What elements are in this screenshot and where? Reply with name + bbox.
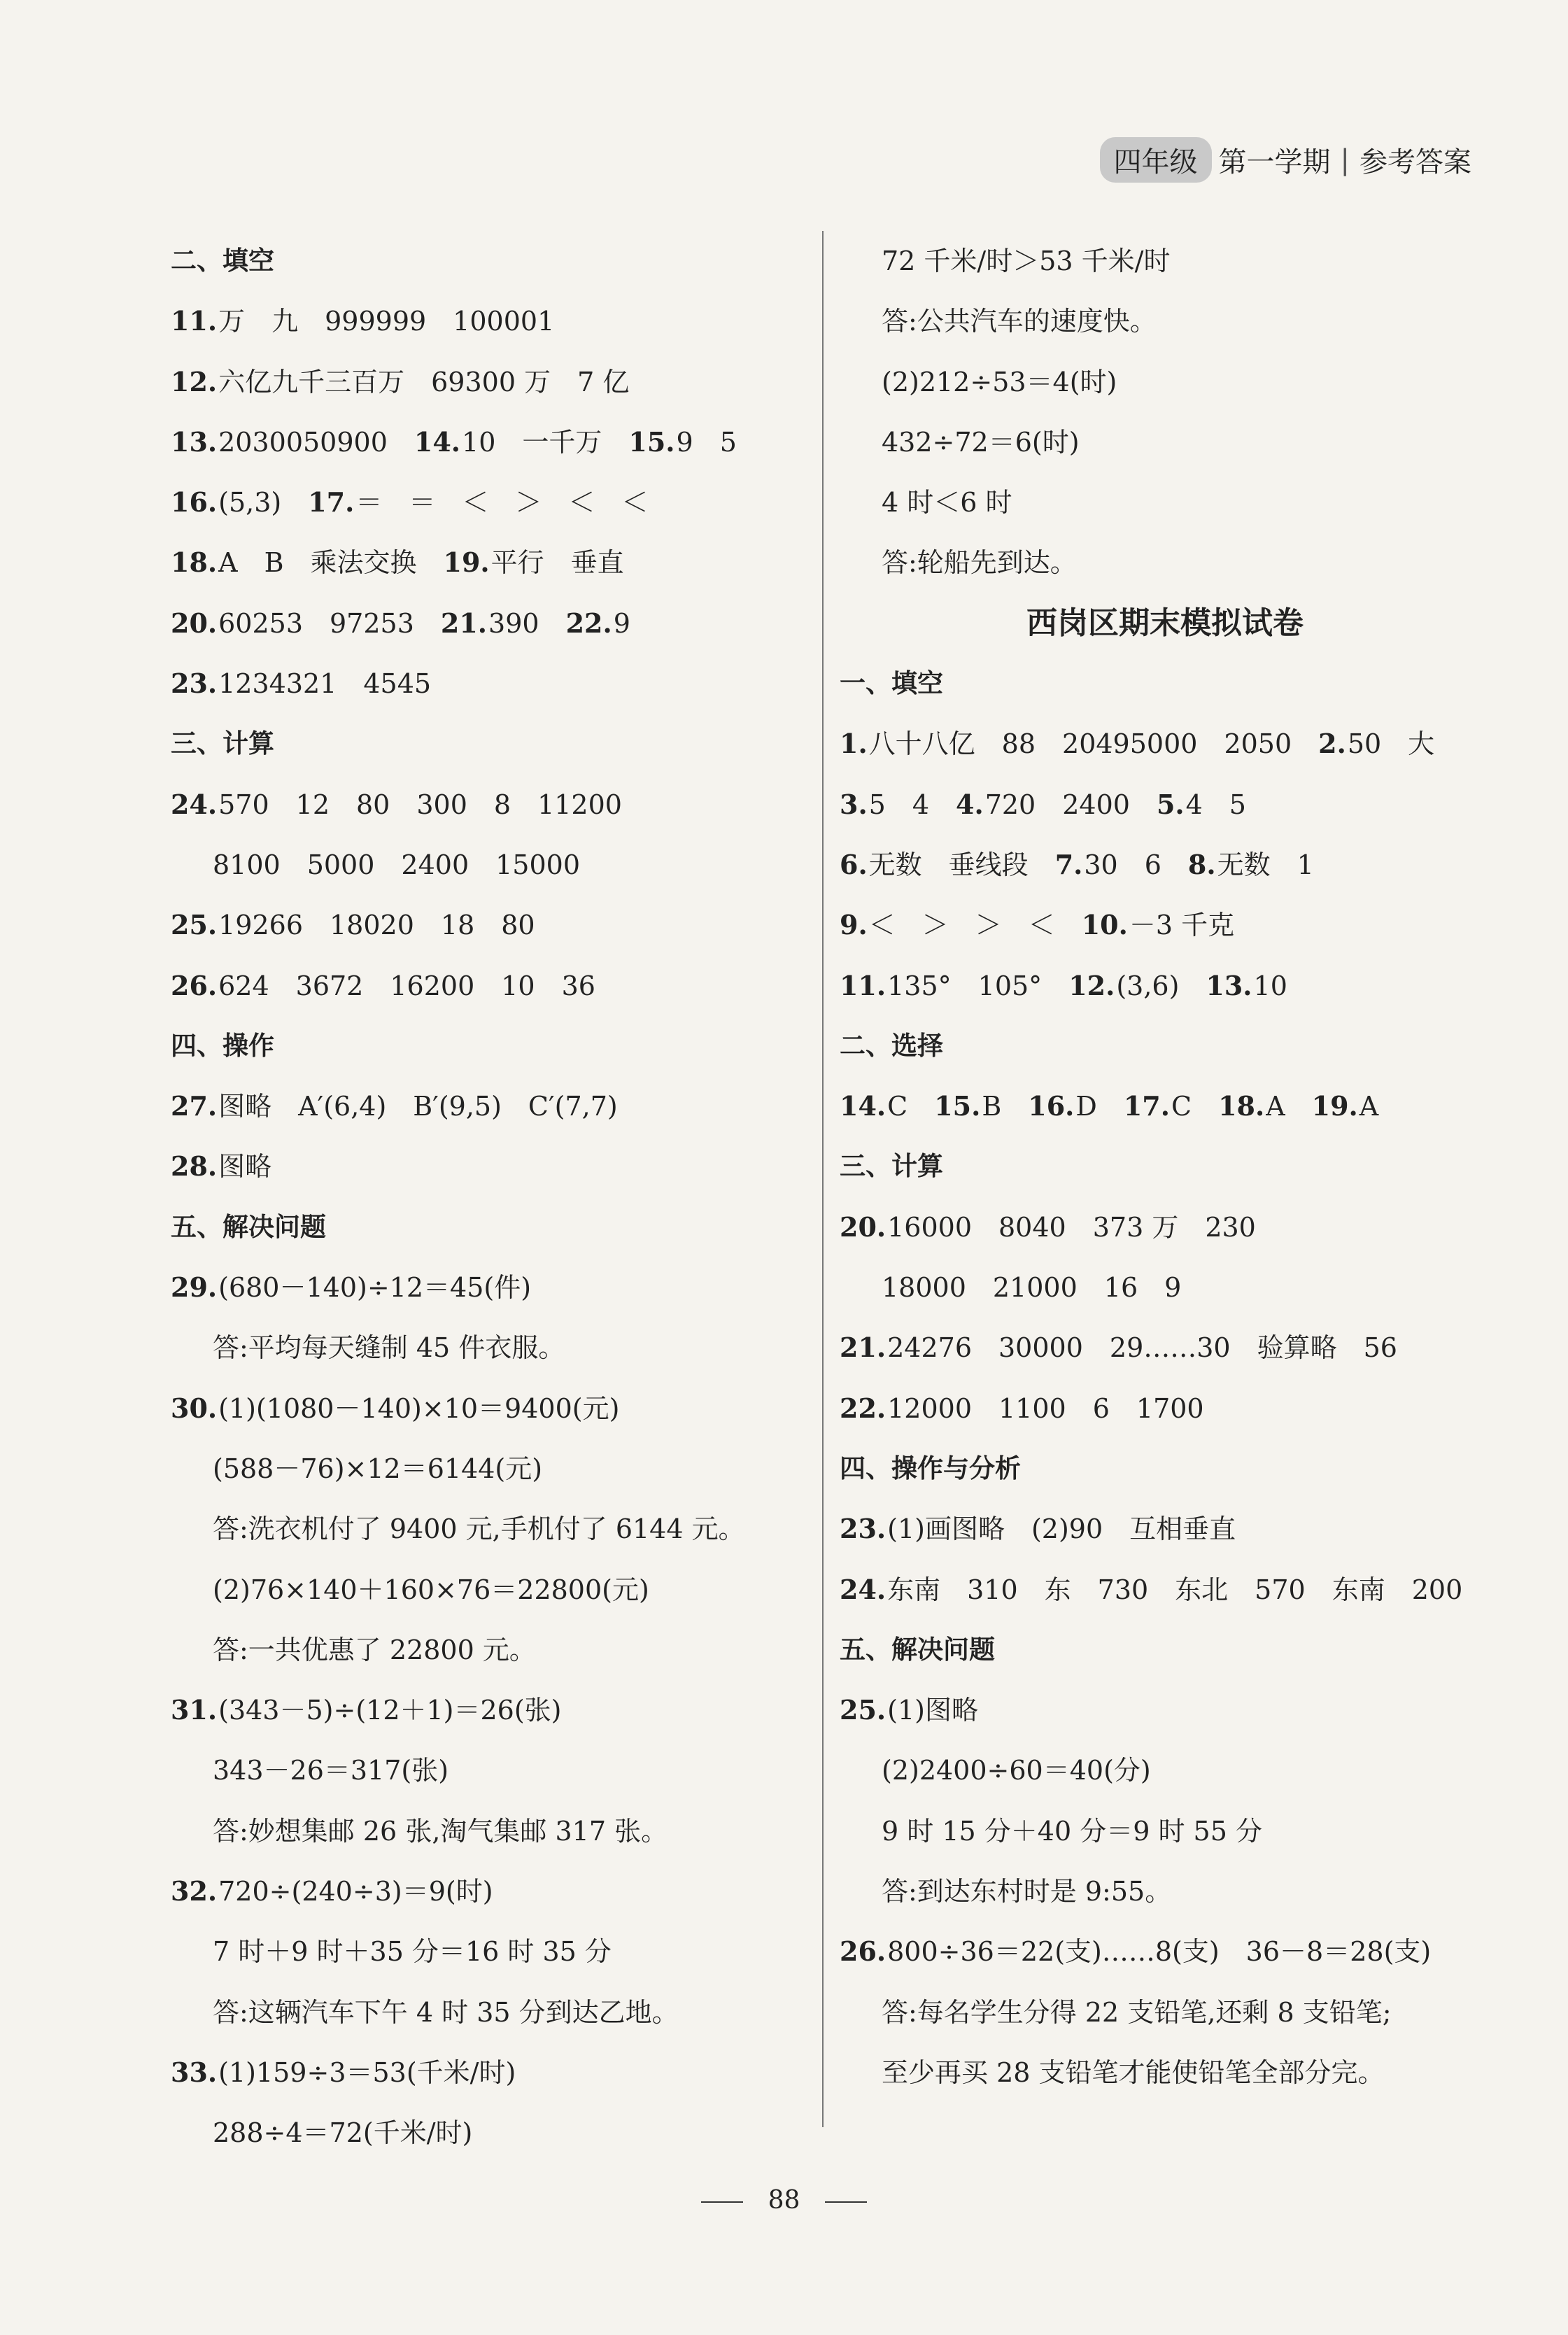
- question-number: 24.: [171, 788, 218, 820]
- question-number: 2.: [1318, 728, 1346, 760]
- answer-line: [171, 654, 800, 714]
- answer-line: [171, 1076, 800, 1136]
- page-number: 88: [768, 2186, 800, 2215]
- question-number: 21.: [440, 607, 488, 639]
- answer-line: [840, 1921, 1469, 1982]
- question-number: 1.: [840, 728, 868, 760]
- question-number: 26.: [171, 969, 218, 1001]
- answer-text: 9 时 15 分＋40 分＝9 时 55 分: [882, 1815, 1262, 1847]
- answer-text: A B 乘法交换: [218, 547, 444, 579]
- question-number: 31.: [171, 1694, 218, 1726]
- question-number: 17.: [1123, 1090, 1170, 1122]
- question-number: 27.: [171, 1090, 218, 1122]
- answer-text: 八十八亿 88 20495000 2050: [868, 728, 1319, 760]
- answer-line: [840, 956, 1469, 1016]
- question-number: 15.: [628, 425, 675, 458]
- answer-text: (2)212÷53＝4(时): [882, 366, 1117, 397]
- section-heading: [171, 1016, 800, 1076]
- question-number: 32.: [171, 1875, 218, 1907]
- answer-text: 288÷4＝72(千米/时): [213, 2117, 473, 2149]
- answer-line: [171, 956, 800, 1016]
- answer-line: [171, 1439, 800, 1499]
- answer-line: [171, 1378, 800, 1439]
- answer-line: [171, 1620, 800, 1680]
- question-number: 33.: [171, 2056, 218, 2088]
- answer-text: 4 5: [1185, 789, 1246, 820]
- answer-line: [171, 1740, 800, 1800]
- question-number: 25.: [840, 1694, 887, 1726]
- section-label: 参考答案: [1359, 146, 1471, 178]
- answer-text: 二、选择: [840, 1030, 943, 1061]
- section-heading: [840, 1016, 1469, 1076]
- question-number: 13.: [1206, 969, 1252, 1001]
- answer-text: C: [1171, 1091, 1219, 1122]
- right-column: [840, 231, 1469, 2103]
- answer-text: 8100 5000 2400 15000: [213, 849, 581, 880]
- answer-text: (1)159÷3＝53(千米/时): [218, 2057, 516, 2088]
- answer-line: [171, 352, 800, 412]
- question-number: 20.: [840, 1211, 887, 1243]
- answer-line: [171, 1318, 800, 1378]
- answer-line: [840, 1560, 1469, 1620]
- answer-line: [840, 1197, 1469, 1257]
- grade-badge: 四年级: [1100, 137, 1212, 183]
- answer-text: 16000 8040 373 万 230: [887, 1211, 1256, 1243]
- question-number: 4.: [956, 788, 984, 820]
- answer-line: [840, 532, 1469, 593]
- question-number: 19.: [1311, 1090, 1358, 1122]
- answer-text: 五、解决问题: [840, 1634, 995, 1665]
- answer-text: A: [1266, 1091, 1312, 1122]
- answer-line: [171, 1921, 800, 1982]
- question-number: 7.: [1054, 848, 1083, 880]
- answer-line: [840, 1982, 1469, 2043]
- question-number: 12.: [1068, 969, 1115, 1001]
- answer-text: 10 一千万: [462, 426, 629, 458]
- answer-line: [840, 231, 1469, 291]
- answer-text: 平行 垂直: [490, 547, 624, 579]
- question-number: 14.: [414, 425, 461, 458]
- answer-text: 东南 310 东 730 东北 570 东南 200: [887, 1574, 1463, 1605]
- left-column: [171, 231, 800, 2164]
- question-number: 23.: [171, 668, 218, 700]
- footer-dash-right: [825, 2201, 867, 2203]
- answer-text: ＜ ＞ ＞ ＜: [868, 910, 1082, 941]
- answer-text: 432÷72＝6(时): [882, 426, 1080, 458]
- question-number: 3.: [840, 788, 868, 820]
- question-number: 10.: [1081, 909, 1128, 941]
- answer-text: 9: [613, 607, 630, 639]
- answer-text: 10: [1253, 970, 1287, 1001]
- answer-text: 二、填空: [171, 246, 274, 276]
- answer-text: 三、计算: [840, 1151, 943, 1182]
- question-number: 25.: [171, 909, 218, 941]
- question-number: 16.: [1028, 1090, 1075, 1122]
- answer-text: (680－140)÷12＝45(件): [218, 1272, 532, 1304]
- question-number: 11.: [840, 969, 887, 1001]
- answer-text: 18000 21000 16 9: [882, 1272, 1182, 1304]
- answer-text: 四、操作与分析: [840, 1453, 1021, 1483]
- answer-line: [840, 714, 1469, 774]
- answer-text: 7 时＋9 时＋35 分＝16 时 35 分: [213, 1936, 612, 1968]
- question-number: 13.: [171, 425, 218, 458]
- answer-line: [171, 1560, 800, 1620]
- answer-text: (2)76×140＋160×76＝22800(元): [213, 1574, 649, 1605]
- answer-line: [171, 835, 800, 895]
- answer-text: 图略: [218, 1151, 272, 1183]
- answer-line: [171, 593, 800, 654]
- answer-line: [840, 835, 1469, 895]
- answer-line: [171, 1499, 800, 1559]
- answer-text: 4 时＜6 时: [882, 487, 1012, 519]
- question-number: 9.: [840, 909, 868, 941]
- question-number: 29.: [171, 1271, 218, 1304]
- answer-text: 答:洗衣机付了 9400 元,手机付了 6144 元。: [213, 1514, 745, 1545]
- answer-line: [171, 2043, 800, 2103]
- answer-text: 570 12 80 300 8 11200: [218, 789, 622, 820]
- answer-text: (1)画图略 (2)90 互相垂直: [887, 1514, 1236, 1545]
- answer-text: (343－5)÷(12＋1)＝26(张): [218, 1695, 562, 1726]
- answer-text: －3 千克: [1129, 910, 1235, 941]
- question-number: 20.: [171, 607, 218, 639]
- answer-line: [840, 1257, 1469, 1318]
- answer-line: [171, 472, 800, 532]
- answer-line: [171, 1801, 800, 1861]
- section-heading: [171, 1197, 800, 1257]
- answer-line: [840, 291, 1469, 351]
- answer-line: [840, 412, 1469, 472]
- answer-text: (588－76)×12＝6144(元): [213, 1453, 543, 1484]
- question-number: 16.: [171, 486, 218, 519]
- answer-text: 答:这辆汽车下午 4 时 35 分到达乙地。: [213, 1996, 679, 2028]
- answer-text: 72 千米/时＞53 千米/时: [882, 246, 1171, 276]
- answer-text: (5,3): [218, 487, 309, 519]
- answer-line: [840, 1740, 1469, 1800]
- page-number-footer: [0, 2186, 1568, 2215]
- section-heading: [171, 231, 800, 291]
- answer-text: 无数 垂线段: [868, 849, 1055, 880]
- answer-line: [171, 775, 800, 835]
- answer-text: 一、填空: [840, 668, 943, 699]
- section-heading: [840, 1136, 1469, 1197]
- answer-text: A: [1359, 1091, 1379, 1122]
- answer-text: 万 九 999999 100001: [218, 306, 555, 337]
- answer-text: 720 2400: [984, 789, 1157, 820]
- answer-line: [171, 1680, 800, 1740]
- question-number: 26.: [840, 1935, 887, 1968]
- section-heading: [840, 654, 1469, 714]
- question-number: 24.: [840, 1573, 887, 1605]
- question-number: 18.: [1218, 1090, 1265, 1122]
- answer-text: (1)(1080－140)×10＝9400(元): [218, 1392, 620, 1424]
- answer-line: [171, 895, 800, 955]
- answer-line: [171, 291, 800, 351]
- answer-line: [840, 775, 1469, 835]
- answer-text: 800÷36＝22(支)……8(支) 36－8＝28(支): [887, 1936, 1432, 1968]
- answer-text: 50 大: [1347, 728, 1435, 760]
- answer-line: [171, 2103, 800, 2163]
- answer-line: [840, 2043, 1469, 2103]
- footer-dash-left: [701, 2201, 743, 2203]
- answer-line: [171, 1982, 800, 2043]
- answer-text: 624 3672 16200 10 36: [218, 970, 595, 1001]
- answer-text: 至少再买 28 支铅笔才能使铅笔全部分完。: [882, 2057, 1385, 2088]
- answer-text: C: [887, 1091, 935, 1122]
- answer-text: 答:一共优惠了 22800 元。: [213, 1634, 536, 1665]
- answer-line: [840, 352, 1469, 412]
- semester-label: 第一学期: [1218, 146, 1331, 178]
- question-number: 8.: [1187, 848, 1216, 880]
- answer-text: 720÷(240÷3)＝9(时): [218, 1876, 493, 1907]
- question-number: 15.: [934, 1090, 981, 1122]
- answer-text: 135° 105°: [887, 970, 1069, 1001]
- answer-text: 答:公共汽车的速度快。: [882, 306, 1157, 337]
- question-number: 28.: [171, 1150, 218, 1183]
- header-separator: |: [1340, 143, 1350, 176]
- question-number: 12.: [171, 365, 218, 397]
- answer-text: 西岗区期末模拟试卷: [1026, 605, 1304, 641]
- answer-text: 390: [488, 607, 566, 639]
- answer-text: 五、解决问题: [171, 1211, 326, 1242]
- question-number: 22.: [565, 607, 612, 639]
- answer-text: 1234321 4545: [218, 668, 432, 700]
- exam-title: [840, 593, 1469, 654]
- question-number: 11.: [171, 305, 218, 337]
- section-heading: [840, 1439, 1469, 1499]
- page-header: [1100, 137, 1471, 183]
- answer-line: [840, 472, 1469, 532]
- answer-line: [840, 1801, 1469, 1861]
- question-number: 18.: [171, 546, 218, 579]
- answer-line: [840, 1318, 1469, 1378]
- question-number: 19.: [443, 546, 490, 579]
- question-number: 22.: [840, 1392, 887, 1424]
- answer-text: 答:妙想集邮 26 张,淘气集邮 317 张。: [213, 1815, 668, 1847]
- answer-text: 答:轮船先到达。: [882, 547, 1077, 579]
- answer-line: [171, 1136, 800, 1197]
- answer-text: ＝ ＝ ＜ ＞ ＜ ＜: [355, 487, 649, 519]
- answer-text: 5 4: [868, 789, 956, 820]
- answer-line: [171, 412, 800, 472]
- answer-text: 六亿九千三百万 69300 万 7 亿: [218, 366, 630, 397]
- answer-text: 30 6: [1084, 849, 1188, 880]
- answer-line: [840, 1076, 1469, 1136]
- answer-text: (2)2400÷60＝40(分): [882, 1755, 1151, 1786]
- section-heading: [840, 1620, 1469, 1680]
- answer-text: (1)图略: [887, 1695, 978, 1726]
- answer-text: 答:每名学生分得 22 支铅笔,还剩 8 支铅笔;: [882, 1996, 1392, 2028]
- answer-line: [171, 532, 800, 593]
- question-number: 17.: [308, 486, 355, 519]
- answer-line: [840, 1378, 1469, 1439]
- section-heading: [171, 714, 800, 774]
- answer-text: 24276 30000 29……30 验算略 56: [887, 1332, 1397, 1364]
- answer-text: (3,6): [1116, 970, 1206, 1001]
- answer-text: 343－26＝317(张): [213, 1755, 449, 1786]
- answer-text: 三、计算: [171, 728, 274, 759]
- answer-text: 2030050900: [218, 426, 414, 458]
- column-divider: [822, 231, 824, 2127]
- question-number: 30.: [171, 1392, 218, 1424]
- answer-line: [840, 1680, 1469, 1740]
- answer-line: [171, 1257, 800, 1318]
- answer-text: 图略 A′(6,4) B′(9,5) C′(7,7): [218, 1091, 618, 1122]
- answer-line: [840, 1861, 1469, 1921]
- answer-text: B: [982, 1091, 1029, 1122]
- answer-text: D: [1075, 1091, 1124, 1122]
- answer-text: 答:到达东村时是 9:55。: [882, 1876, 1172, 1907]
- question-number: 6.: [840, 848, 868, 880]
- answer-line: [840, 1499, 1469, 1559]
- question-number: 21.: [840, 1332, 887, 1364]
- answer-text: 无数 1: [1217, 849, 1314, 880]
- answer-text: 60253 97253: [218, 607, 441, 639]
- answer-text: 12000 1100 6 1700: [887, 1392, 1204, 1424]
- answer-text: 答:平均每天缝制 45 件衣服。: [213, 1332, 565, 1364]
- answer-line: [171, 1861, 800, 1921]
- answer-text: 四、操作: [171, 1030, 274, 1061]
- question-number: 5.: [1156, 788, 1185, 820]
- question-number: 23.: [840, 1513, 887, 1545]
- answer-text: 9 5: [676, 426, 737, 458]
- answer-line: [840, 895, 1469, 955]
- question-number: 14.: [840, 1090, 887, 1122]
- answer-text: 19266 18020 18 80: [218, 910, 535, 941]
